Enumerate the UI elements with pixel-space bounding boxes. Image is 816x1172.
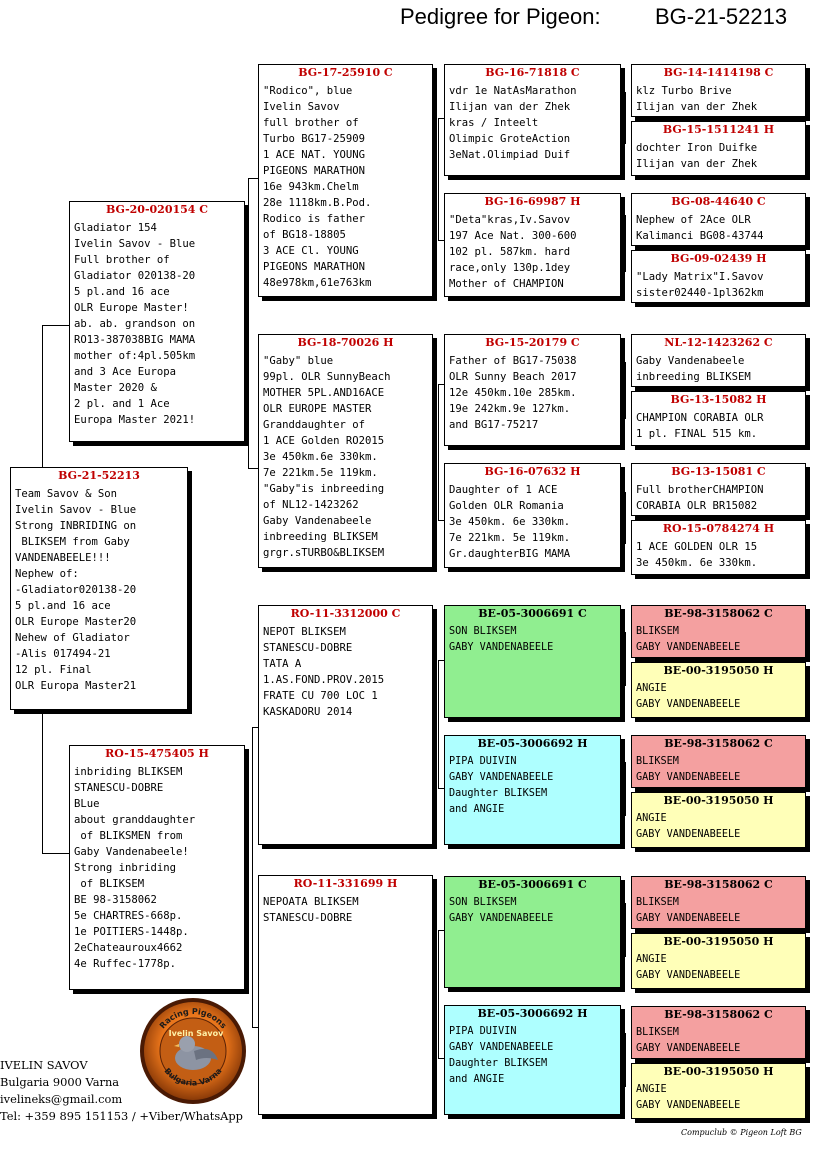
connector-line [438, 930, 439, 1058]
pedigree-notes: "Gaby" blue 99pl. OLR SunnyBeach MOTHER 5PL.AND16ACE OLR EUROPE MASTER Granddaughter of 1 ACE Golden RO2015 3e 450km.6e 330km. 7e 221km.5e 119km. "Gaby"is inbreeding of NL12-1423262 Gaby Vandenabeele inbreeding BLIKSEM grgr.sTURBO&BLIKSEM [263, 355, 391, 559]
pedigree-notes: NEPOATA BLIKSEM STANESCU-DOBRE [263, 896, 359, 924]
ring-number: BG-18-70026 H [297, 336, 394, 349]
gen5-card-10[interactable] [631, 662, 806, 718]
pedigree-notes: dochter Iron Duifke Ilijan van der Zhek [636, 142, 758, 170]
connector-line [42, 853, 70, 854]
connector-line [625, 1033, 626, 1087]
ring-number: BE-00-3195050 H [663, 794, 774, 807]
gen5-card-6[interactable] [631, 391, 806, 446]
gen5-card-12[interactable] [631, 792, 806, 848]
pedigree-notes: SON BLIKSEM GABY VANDENABEELE [449, 626, 554, 653]
ring-number: BG-13-15081 C [671, 465, 766, 478]
connector-line [42, 710, 43, 853]
ring-number: BG-21-52213 [58, 469, 140, 482]
ring-number: BE-98-3158062 C [664, 878, 773, 891]
ring-number: NL-12-1423262 C [664, 336, 773, 349]
gen5-card-14[interactable] [631, 933, 806, 989]
pedigree-notes: Daughter of 1 ACE Golden OLR Romania 3e 450km. 6e 330km. 7e 221km. 5e 119km. Gr.daughterBIG MAMA [449, 484, 571, 560]
ring-number: BG-16-07632 H [484, 465, 581, 478]
pedigree-notes: vdr 1e NatAsMarathon Ilijan van der Zhek kras / Inteelt Olimpic GroteAction 3eNat.Olimpiad Duif [449, 85, 577, 161]
connector-line [248, 178, 249, 468]
gen5-card-1[interactable] [631, 64, 806, 117]
sire-sire-card[interactable] [258, 64, 433, 297]
connector-line [42, 325, 70, 326]
pedigree-notes: ANGIE GABY VANDENABEELE [636, 683, 741, 710]
pedigree-notes: inbriding BLIKSEM STANESCU-DOBRE BLue about granddaughter of BLIKSMEN from Gaby Vandenabeele! Strong inbriding of BLIKSEM BE 98-3158062 5e CHARTRES-668p. 1e POITIERS-1448p. 2eChateauroux4662 4e Ruffec-1778p. [74, 766, 196, 970]
gen5-card-5[interactable] [631, 334, 806, 387]
gen5-card-8[interactable] [631, 520, 806, 575]
pedigree-notes: Full brotherCHAMPION CORABIA OLR BR15082 [636, 484, 764, 512]
gen4-card-5[interactable] [444, 605, 621, 718]
ring-number: BE-00-3195050 H [663, 664, 774, 677]
ring-number: BE-98-3158062 C [664, 607, 773, 620]
pedigree-notes: Nephew of 2Ace OLR Kalimanci BG08-43744 [636, 214, 764, 242]
connector-line [625, 903, 626, 957]
pedigree-notes: BLIKSEM GABY VANDENABEELE [636, 1027, 741, 1054]
pedigree-notes: ANGIE GABY VANDENABEELE [636, 813, 741, 840]
page-title-ring: BG-21-52213 [655, 4, 788, 29]
page-title: Pedigree for Pigeon: [400, 4, 601, 29]
gen4-card-7[interactable] [444, 876, 621, 988]
ring-number: BG-09-02439 H [670, 252, 767, 265]
logo-bottom-text: Bulgaria Varna [162, 1066, 224, 1088]
ring-number: BE-98-3158062 C [664, 1008, 773, 1021]
pedigree-notes: BLIKSEM GABY VANDENABEELE [636, 897, 741, 924]
pedigree-notes: Gladiator 154 Ivelin Savov - Blue Full brother of Gladiator 020138-20 5 pl.and 16 ace OLR Europe Master! ab. ab. grandson on RO13-387038BIG MAMA mother of:4pl.505km and 3 Ace Europa Master 2020 & 2 pl. and 1 Ace Europa Master 2021! [74, 222, 196, 426]
pedigree-notes: SON BLIKSEM GABY VANDENABEELE [449, 897, 554, 924]
gen4-card-1[interactable] [444, 64, 621, 176]
pedigree-notes: Father of BG17-75038 OLR Sunny Beach 2017 12e 450km.10e 285km. 19e 242km.9e 127km. and BG17-75217 [449, 355, 577, 431]
sire-card[interactable] [69, 201, 245, 442]
subject-card[interactable] [10, 467, 188, 710]
ring-number: BE-05-3006692 H [477, 1007, 588, 1020]
pedigree-notes: BLIKSEM GABY VANDENABEELE [636, 756, 741, 783]
gen5-card-9[interactable] [631, 605, 806, 658]
ring-number: BE-05-3006691 C [478, 878, 587, 891]
ring-number: RO-15-0784274 H [662, 522, 775, 535]
logo-top-text: Racing Pigeons [157, 1006, 229, 1031]
ring-number: BG-13-15082 H [670, 393, 767, 406]
connector-line [42, 325, 43, 470]
connector-line [625, 215, 626, 272]
gen5-card-2[interactable] [631, 121, 806, 176]
connector-line [248, 468, 258, 469]
pedigree-notes: CHAMPION CORABIA OLR 1 pl. FINAL 515 km. [636, 412, 764, 440]
connector-line [438, 660, 439, 788]
gen5-card-11[interactable] [631, 735, 806, 788]
pedigree-notes: BLIKSEM GABY VANDENABEELE [636, 626, 741, 653]
gen4-card-8[interactable] [444, 1005, 621, 1115]
software-credit: Compuclub © Pigeon Loft BG [681, 1128, 802, 1137]
connector-line [625, 762, 626, 816]
sire-dam-card[interactable] [258, 334, 433, 568]
connector-line [438, 384, 439, 520]
gen5-card-15[interactable] [631, 1006, 806, 1059]
ring-number: BE-05-3006691 C [478, 607, 587, 620]
pedigree-notes: PIPA DUIVIN GABY VANDENABEELE Daughter BLIKSEM and ANGIE [449, 1026, 554, 1085]
ring-number: BG-15-1511241 H [662, 123, 775, 136]
ring-number: BE-05-3006692 H [477, 737, 588, 750]
pedigree-notes: "Deta"kras,Iv.Savov 197 Ace Nat. 300-600 102 pl. 587km. hard race,only 130p.1dey Mother of CHAMPION [449, 214, 577, 290]
connector-line [252, 727, 253, 1027]
gen5-card-13[interactable] [631, 876, 806, 929]
pedigree-notes: "Rodico", blue Ivelin Savov full brother of Turbo BG17-25909 1 ACE NAT. YOUNG PIGEONS MARATHON 16e 943km.Chelm 28e 1118km.B.Pod. Rodico is father of BG18-18805 3 ACE Cl. YOUNG PIGEONS MARATHON 48e978km,61e763km [263, 85, 372, 289]
pedigree-notes: ANGIE GABY VANDENABEELE [636, 954, 741, 981]
pedigree-notes: 1 ACE GOLDEN OLR 15 3e 450km. 6e 330km. [636, 541, 758, 569]
connector-line [438, 118, 439, 240]
connector-line [625, 362, 626, 419]
logo-name: Ivelin Savov [168, 1029, 224, 1038]
ring-number: BG-15-20179 C [485, 336, 580, 349]
connector-line [625, 92, 626, 144]
ring-number: RO-11-331699 H [293, 877, 398, 890]
connector-line [625, 492, 626, 544]
ring-number: BE-00-3195050 H [663, 935, 774, 948]
ring-number: BG-16-69987 H [484, 195, 581, 208]
gen5-card-7[interactable] [631, 463, 806, 516]
ring-number: BG-16-71818 C [485, 66, 580, 79]
pedigree-notes: Team Savov & Son Ivelin Savov - Blue Strong INBRIDING on BLIKSEM from Gaby VANDENABEELE!!! Nephew of: -Gladiator020138-20 5 pl.and 16 ace OLR Europe Master20 Nehew of Gladiator -Alis 017494-21 12 pl. Final OLR Europa Master21 [15, 488, 137, 692]
gen5-card-16[interactable] [631, 1063, 806, 1119]
ring-number: BG-20-020154 C [105, 203, 209, 216]
pedigree-notes: "Lady Matrix"I.Savov sister02440-1pl362km [636, 271, 764, 299]
gen4-card-2[interactable] [444, 193, 621, 297]
pedigree-notes: PIPA DUIVIN GABY VANDENABEELE Daughter BLIKSEM and ANGIE [449, 756, 554, 815]
ring-number: BG-17-25910 C [298, 66, 393, 79]
pedigree-notes: Gaby Vandenabeele inbreeding BLIKSEM [636, 355, 751, 383]
connector-line [625, 632, 626, 686]
dam-sire-card[interactable] [258, 605, 433, 845]
pedigree-notes: ANGIE GABY VANDENABEELE [636, 1084, 741, 1111]
connector-line [248, 178, 258, 179]
ring-number: BE-98-3158062 C [664, 737, 773, 750]
ring-number: RO-15-475405 H [105, 747, 209, 760]
gen4-card-3[interactable] [444, 334, 621, 446]
ring-number: BE-00-3195050 H [663, 1065, 774, 1078]
dam-card[interactable] [69, 745, 245, 990]
owner-contact: IVELIN SAVOV Bulgaria 9000 Varna ivelineks@gmail.com Tel: +359 895 151153 / +Viber/WhatsApp [0, 1058, 243, 1123]
pedigree-notes: NEPOT BLIKSEM STANESCU-DOBRE TATA A 1.AS.FOND.PROV.2015 FRATE CU 700 LOC 1 KASKADORU 2014 [263, 626, 385, 718]
gen4-card-4[interactable] [444, 463, 621, 568]
gen5-card-4[interactable] [631, 250, 806, 303]
gen5-card-3[interactable] [631, 193, 806, 246]
ring-number: BG-14-1414198 C [663, 66, 774, 79]
dam-dam-card[interactable] [258, 875, 433, 1115]
ring-number: RO-11-3312000 C [290, 607, 401, 620]
gen4-card-6[interactable] [444, 735, 621, 845]
pedigree-notes: klz Turbo Brive Ilijan van der Zhek [636, 85, 758, 113]
ring-number: BG-08-44640 C [671, 195, 766, 208]
